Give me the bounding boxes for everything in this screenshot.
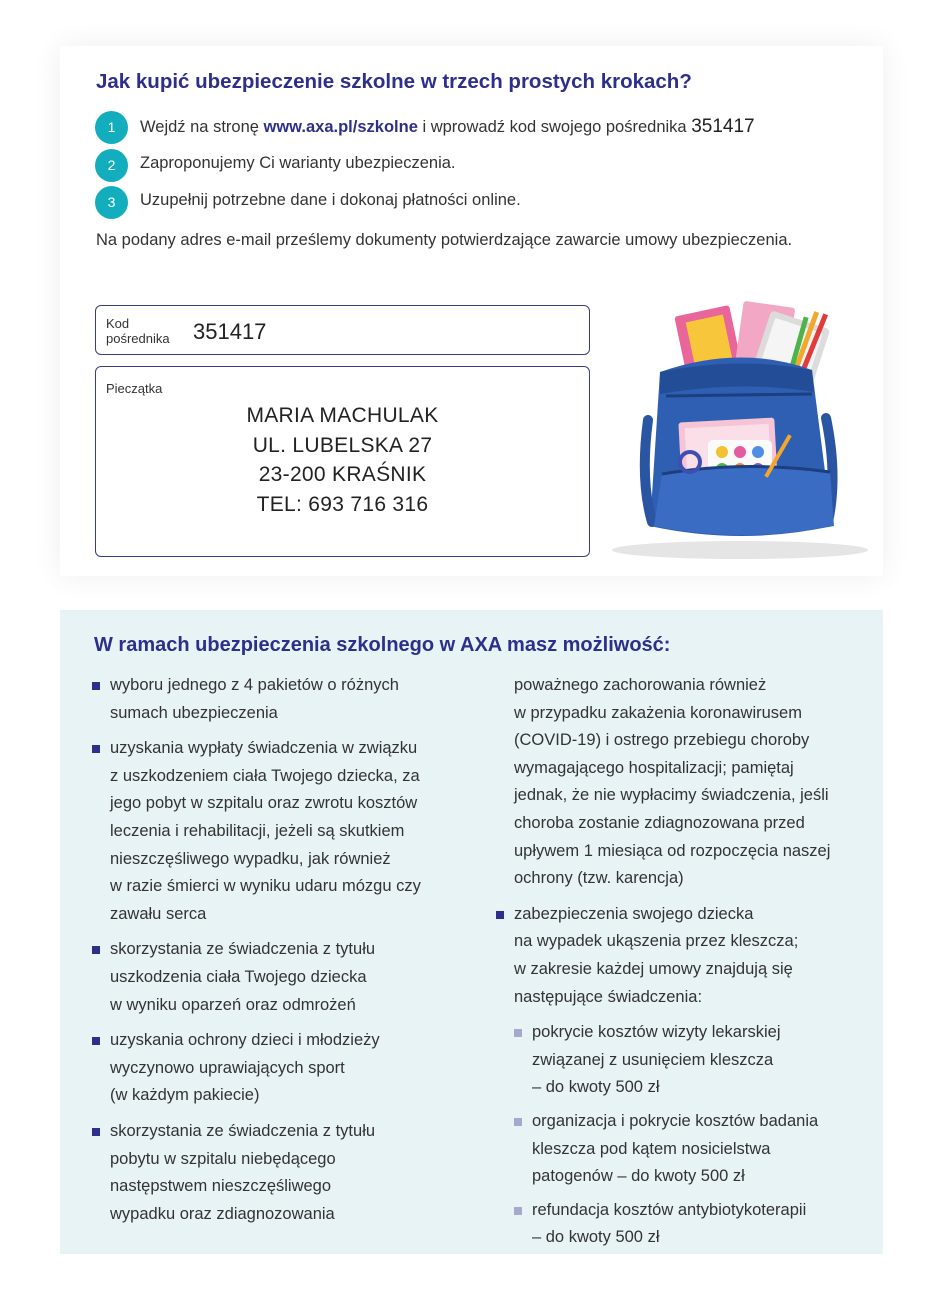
step-1 [95, 111, 875, 144]
list-item-line: (w każdym pakiecie) [110, 1086, 260, 1105]
how-to-buy-heading: Jak kupić ubezpieczenie szkolne w trzech prostych krokach? [96, 70, 692, 93]
website-link[interactable]: www.axa.pl/szkolne [263, 118, 418, 136]
list-item-line: nieszczęśliwego wypadku, jak również [110, 849, 391, 868]
stamp-line: TEL: 693 716 316 [256, 492, 429, 516]
list-item [92, 936, 472, 1019]
list-item [92, 1027, 472, 1110]
stamp-field [95, 366, 590, 557]
list-item-line: w wyniku oparzeń oraz odmrożeń [110, 995, 356, 1014]
list-item-line: zabezpieczenia swojego dziecka [514, 904, 754, 923]
list-item-line: w razie śmierci w wyniku udaru mózgu czy [110, 877, 421, 896]
list-item-line: upływem 1 miesiąca od rozpoczęcia naszej [514, 841, 831, 860]
sub-list-item-line: kleszcza pod kątem nosicielstwa [532, 1139, 771, 1158]
stamp-label: Pieczątka [106, 381, 163, 396]
agent-code-label-line1: Kod [106, 316, 130, 331]
list-item-line: wyboru jednego z 4 pakietów o różnych [110, 676, 399, 694]
sub-list-item-line: – do kwoty 500 zł [532, 1228, 660, 1247]
step-2 [95, 149, 875, 182]
agent-code-label [106, 316, 170, 346]
list-item-line: uzyskania ochrony dzieci i młodzieży [110, 1031, 380, 1050]
list-item-line: wypadku oraz zdiagnozowania [110, 1204, 335, 1223]
step-number-badge: 2 [95, 149, 128, 182]
list-item-line: poważnego zachorowania również [514, 676, 767, 694]
list-item-line: następstwem nieszczęśliwego [110, 1177, 332, 1196]
step-number-badge: 3 [95, 186, 128, 219]
agent-code-field [95, 305, 590, 355]
email-note: Na podany adres e-mail prześlemy dokumenty potwierdzające zawarcie umowy ubezpieczenia. [96, 231, 793, 249]
sub-list-item-line: patogenów – do kwoty 500 zł [532, 1167, 745, 1186]
sub-list-item-line: refundacja kosztów antybiotykoterapii [532, 1200, 807, 1219]
sub-list-item-line: pokrycie kosztów wizyty lekarskiej [532, 1023, 781, 1042]
list-item-line: na wypadek ukąszenia przez kleszcza; [514, 932, 799, 951]
sub-list-item-line: – do kwoty 500 zł [532, 1078, 660, 1097]
step-text: Zaproponujemy Ci warianty ubezpieczenia. [140, 154, 456, 172]
agent-code-label-line2: pośrednika [106, 331, 170, 346]
list-item [92, 1118, 472, 1228]
list-item-line: choroba zostanie zdiagnozowana przed [514, 813, 805, 832]
sub-list-item [514, 1108, 876, 1191]
list-item-continuation [496, 672, 876, 893]
stamp-text [96, 401, 589, 519]
list-item-line: skorzystania ze świadczenia z tytułu [110, 940, 376, 959]
sub-list-item-line: organizacja i pokrycie kosztów badania [532, 1111, 819, 1130]
sub-list-item-line: związanej z usunięciem kleszcza [532, 1050, 774, 1069]
stamp-line: 23-200 KRAŚNIK [258, 463, 427, 486]
coverage-heading: W ramach ubezpieczenia szkolnego w AXA masz możliwość: [94, 634, 671, 656]
list-item-line: zawału serca [110, 904, 207, 923]
step-number-badge: 1 [95, 111, 128, 144]
stamp-line: UL. LUBELSKA 27 [252, 433, 433, 457]
list-item-line: z uszkodzeniem ciała Twojego dziecka, za [110, 766, 420, 785]
stamp-line: MARIA MACHULAK [246, 404, 439, 427]
backpack-icon [600, 300, 870, 562]
sub-list-item [514, 1197, 876, 1252]
list-item-line: wyczynowo uprawiających sport [110, 1058, 345, 1077]
list-item-line: (COVID-19) i ostrego przebiegu choroby [514, 731, 810, 750]
list-item-line: leczenia i rehabilitacji, jeżeli są skutkiem [110, 821, 405, 840]
agent-code: 351417 [691, 116, 755, 137]
list-item-line: jednak, że nie wypłacimy świadczenia, jeśli [514, 786, 829, 805]
list-item-line: uzyskania wypłaty świadczenia w związku [110, 739, 418, 758]
list-item-line: sumach ubezpieczenia [110, 703, 278, 722]
list-item-line: jego pobyt w szpitalu oraz zwrotu kosztów [110, 794, 418, 813]
step-text: Uzupełnij potrzebne dane i dokonaj płatności online. [140, 191, 521, 209]
sub-list-item [514, 1019, 876, 1102]
sub-list [496, 1019, 876, 1252]
list-item [92, 672, 472, 727]
list-item-line: wymagającego hospitalizacji; pamiętaj [514, 758, 794, 777]
coverage-left-column [92, 672, 472, 1236]
step-3 [95, 186, 875, 219]
list-item-line: skorzystania ze świadczenia z tytułu [110, 1121, 376, 1140]
list-item-line: następujące świadczenia: [514, 987, 703, 1006]
step-text-before: Wejdź na stronę [140, 118, 264, 136]
list-item [92, 735, 472, 928]
list-item [496, 901, 876, 1011]
list-item-line: w przypadku zakażenia koronawirusem [514, 703, 802, 722]
coverage-right-column [496, 672, 876, 1258]
list-item-line: uszkodzenia ciała Twojego dziecka [110, 967, 367, 986]
step-text-after: i wprowadź kod swojego pośrednika [417, 118, 692, 136]
list-item-line: ochrony (tzw. karencja) [514, 869, 684, 888]
agent-code-value: 351417 [193, 319, 267, 344]
step-text [140, 116, 755, 138]
list-item-line: pobytu w szpitalu niebędącego [110, 1149, 336, 1168]
list-item-line: w zakresie każdej umowy znajdują się [514, 959, 793, 978]
